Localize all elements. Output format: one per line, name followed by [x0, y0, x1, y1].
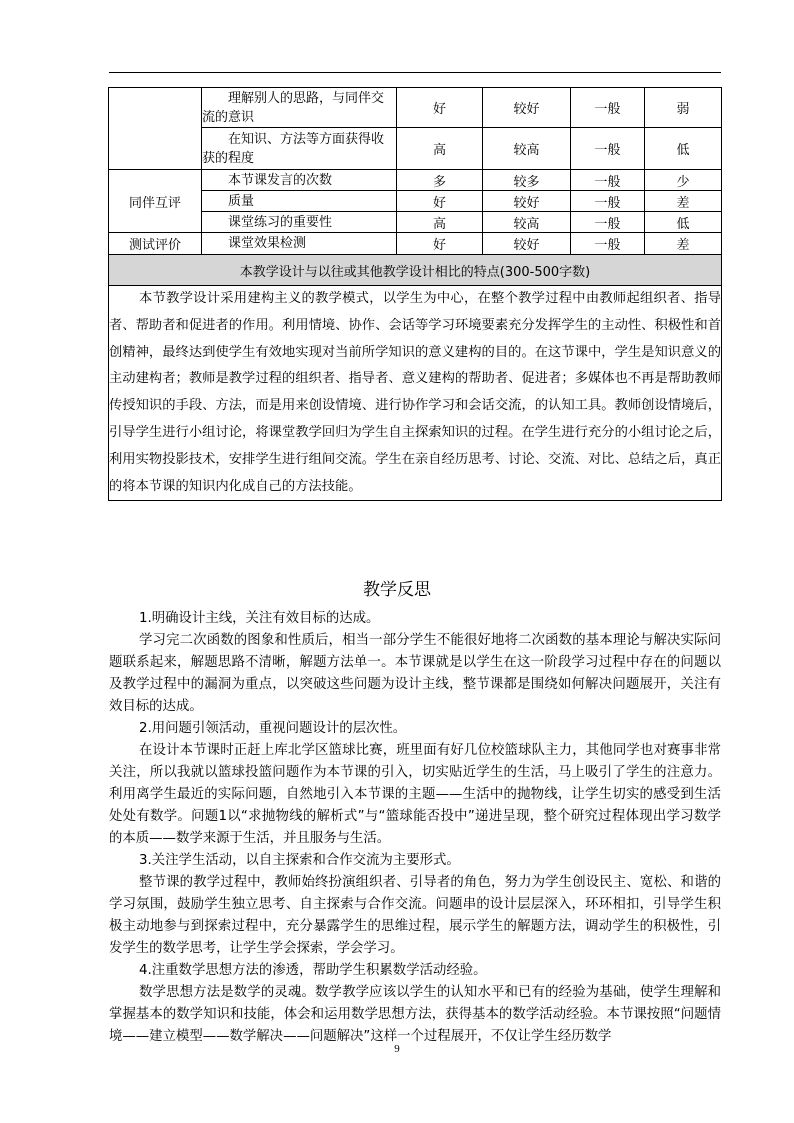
level-cell: 好 [397, 88, 483, 128]
category-cell: 同伴互评 [109, 170, 202, 233]
level-cell: 高 [397, 212, 483, 233]
level-cell: 较好 [483, 191, 571, 212]
reflection-paragraph: 数学思想方法是数学的灵魂。数学教学应该以学生的认知水平和已有的经验为基础，使学生理解和掌握基本的数学知识和技能，体会和运用数学思想方法，获得基本的数学活动经验。本节课按照“问题情境——建立模型——数学解决——问题解决”这样一个过程展开，不仅让学生经历数学 [109, 985, 721, 1044]
item-cell: 课堂效果检测 [202, 233, 397, 255]
reflection-heading-2: 2.用问题引领活动，重视问题设计的层次性。 [139, 721, 407, 736]
level-cell: 较高 [483, 212, 571, 233]
level-cell: 一般 [571, 88, 645, 128]
header-rule [109, 72, 721, 73]
level-cell: 好 [397, 233, 483, 255]
category-cell: 测试评价 [109, 233, 202, 255]
features-heading: 本教学设计与以往或其他教学设计相比的特点(300-500字数) [109, 255, 722, 286]
item-cell: 理解别人的思路，与同伴交流的意识 [202, 88, 397, 128]
reflection-paragraph: 学习完二次函数的图象和性质后，相当一部分学生不能很好地将二次函数的基本理论与解决实际问题联系起来，解题思路不清晰，解题方法单一。本节课就是以学生在这一阶段学习过程中存在的问题以及教学过程中的漏洞为重点，以突破这些问题为设计主线，整节课都是围绕如何解决问题展开，关注有效目标的达成。 [109, 633, 721, 714]
reflection-heading-1: 1.明确设计主线，关注有效目标的达成。 [139, 611, 380, 626]
level-cell: 低 [645, 212, 722, 233]
level-cell: 一般 [571, 128, 645, 170]
table-row [109, 286, 722, 501]
table-row [109, 170, 722, 191]
level-cell: 弱 [645, 88, 722, 128]
table-row [109, 233, 722, 255]
level-cell: 一般 [571, 191, 645, 212]
reflection-heading-3: 3.关注学生活动，以自主探索和合作交流为主要形式。 [139, 853, 460, 868]
level-cell: 较好 [483, 233, 571, 255]
reflection-paragraph: 在设计本节课时正赶上库北学区篮球比赛，班里面有好几位校篮球队主力，其他同学也对赛事非常关注，所以我就以篮球投篮问题作为本节课的引入，切实贴近学生的生活，马上吸引了学生的注意力。利用离学生最近的实际问题，自然地引入本节课的主题——生活中的抛物线，让学生切实的感受到生活处处有数学。问题1以“求抛物线的解析式”与“篮球能否投中”递进呈现，整个研究过程体现出学习数学的本质——数学来源于生活，并且服务与生活。 [109, 743, 721, 846]
level-cell: 较多 [483, 170, 571, 191]
table-row [109, 255, 722, 286]
reflection-paragraph: 整节课的教学过程中，教师始终扮演组织者、引导者的角色，努力为学生创设民主、宽松、和谐的学习氛围，鼓励学生独立思考、自主探索与合作交流。问题串的设计层层深入，环环相扣，引导学生积极主动地参与到探索过程中，充分暴露学生的思维过程，展示学生的解题方法，调动学生的积极性，引发学生的数学思考，让学生学会探索，学会学习。 [109, 875, 721, 956]
item-cell: 质量 [202, 191, 397, 212]
level-cell: 一般 [571, 212, 645, 233]
level-cell: 一般 [571, 170, 645, 191]
section-title: 教学反思 [363, 580, 431, 600]
item-cell: 在知识、方法等方面获得收获的程度 [202, 128, 397, 170]
table-row [109, 88, 722, 128]
level-cell: 差 [645, 233, 722, 255]
level-cell: 较高 [483, 128, 571, 170]
level-cell: 多 [397, 170, 483, 191]
level-cell: 高 [397, 128, 483, 170]
item-cell: 课堂练习的重要性 [202, 212, 397, 233]
item-cell: 本节课发言的次数 [202, 170, 397, 191]
level-cell: 差 [645, 191, 722, 212]
level-cell: 少 [645, 170, 722, 191]
level-cell: 低 [645, 128, 722, 170]
reflection-body [109, 608, 721, 1048]
level-cell: 好 [397, 191, 483, 212]
features-text: 本节教学设计采用建构主义的教学模式，以学生为中心，在整个教学过程中由教师起组织者、指导者、帮助者和促进者的作用。利用情境、协作、会话等学习环境要素充分发挥学生的主动性、积极性和首创精神，最终达到使学生有效地实现对当前所学知识的意义建构的目的。在这节课中，学生是知识意义的主动建构者；教师是教学过程的组织者、指导者、意义建构的帮助者、促进者；多媒体也不再是帮助教师传授知识的手段、方法，而是用来创设情境、进行协作学习和会话交流，的认知工具。教师创设情境后，引导学生进行小组讨论，将课堂教学回归为学生自主探索知识的过程。在学生进行充分的小组讨论之后，利用实物投影技术，安排学生进行组间交流。学生在亲自经历思考、讨论、交流、对比、总结之后，真正的将本节课的知识内化成自己的方法技能。 [109, 286, 722, 501]
category-cell [109, 88, 202, 170]
level-cell: 一般 [571, 233, 645, 255]
page-number: 9 [394, 1043, 400, 1055]
reflection-heading-4: 4.注重数学思想方法的渗透，帮助学生积累数学活动经验。 [139, 963, 487, 978]
level-cell: 较好 [483, 88, 571, 128]
evaluation-table [108, 87, 722, 501]
